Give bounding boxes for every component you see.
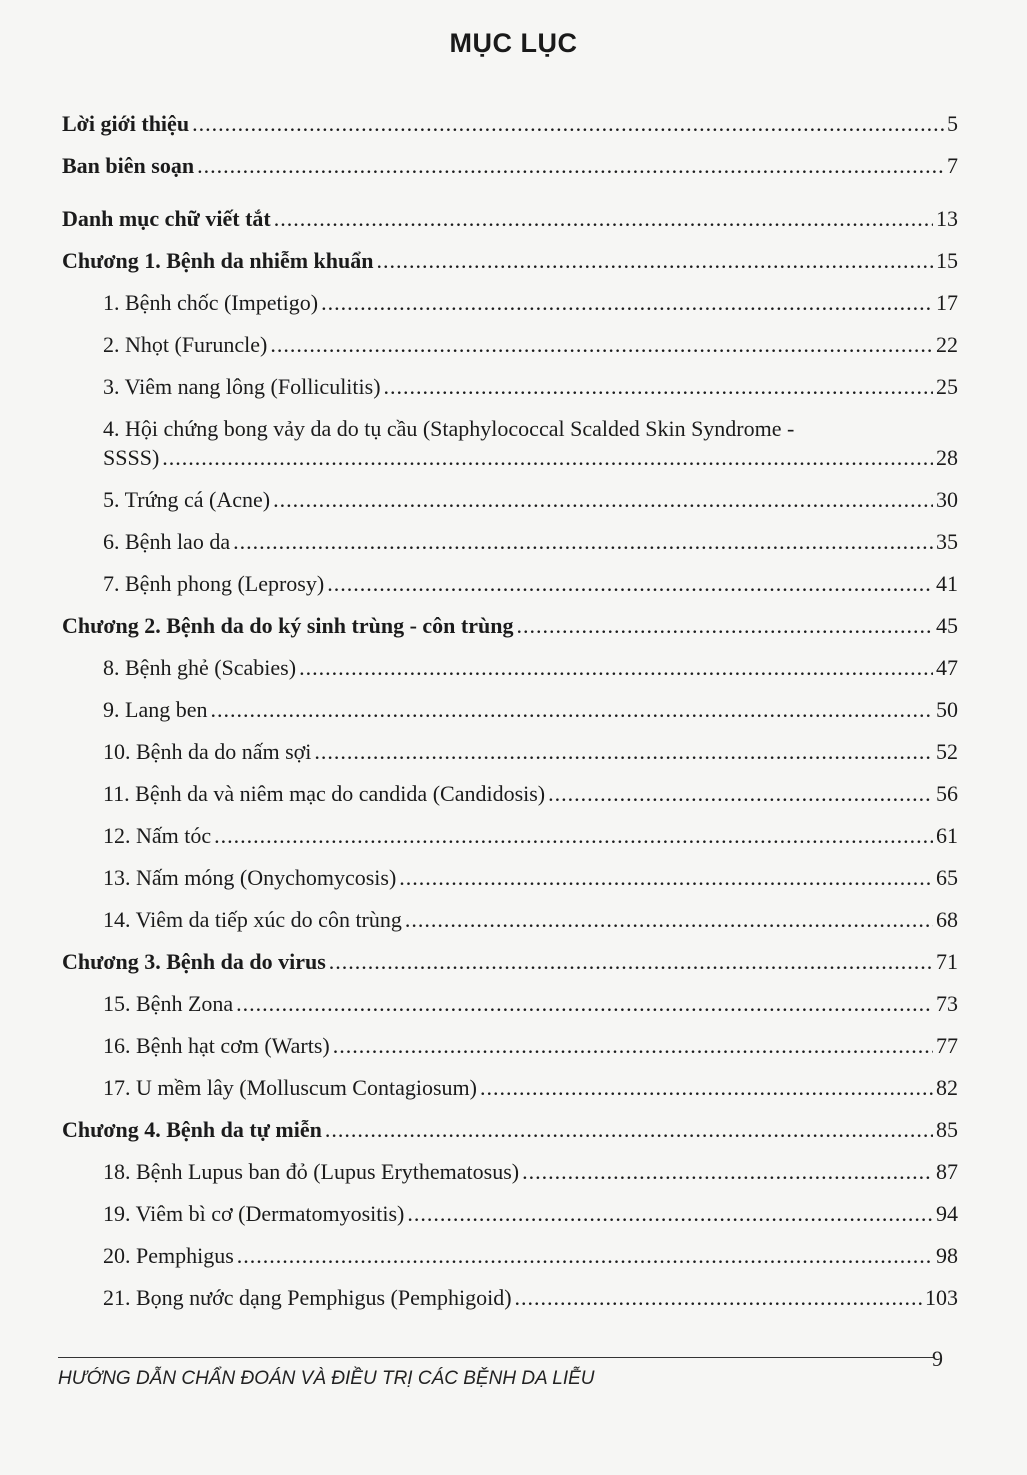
toc-entry-label: 8. Bệnh ghẻ (Scabies)	[103, 655, 297, 680]
toc-section-entry	[103, 780, 958, 808]
toc-entry-page: 73	[936, 991, 958, 1016]
toc-section-entry	[103, 570, 958, 598]
toc-entry-page: 22	[936, 332, 958, 357]
toc-section-entry	[103, 486, 958, 514]
dot-leader	[273, 486, 933, 514]
toc-entry-label: 13. Nấm móng (Onychomycosis)	[103, 865, 397, 890]
toc-section-entry	[103, 654, 958, 682]
toc-section-entry	[103, 1032, 958, 1060]
dot-leader	[377, 247, 933, 275]
toc-entry-page: 85	[936, 1117, 958, 1142]
toc-section-entry	[103, 864, 958, 892]
toc-section-entry	[103, 1074, 958, 1102]
dot-leader	[516, 612, 933, 640]
dot-leader	[321, 289, 933, 317]
dot-leader	[274, 205, 933, 233]
dot-leader	[384, 373, 933, 401]
toc-entry-label: Chương 1. Bệnh da nhiễm khuẩn	[62, 248, 374, 273]
toc-entry-label: 11. Bệnh da và niêm mạc do candida (Candidosis)	[103, 781, 546, 806]
dot-leader	[522, 1158, 933, 1186]
toc-section-entry	[103, 444, 958, 472]
toc-entry-page: 25	[936, 374, 958, 399]
dot-leader	[399, 864, 933, 892]
toc-section-entry	[103, 1284, 958, 1312]
toc-section-entry	[103, 738, 958, 766]
toc-entry-label: 5. Trứng cá (Acne)	[103, 487, 271, 512]
toc-entry-page: 17	[936, 290, 958, 315]
toc-chapter-entry	[62, 205, 958, 233]
toc-section-entry	[103, 528, 958, 556]
dot-leader	[210, 696, 933, 724]
toc-entry-page: 77	[936, 1033, 958, 1058]
dot-leader	[236, 990, 933, 1018]
toc-entry-page: 7	[947, 153, 958, 178]
toc-section-entry	[103, 331, 958, 359]
toc-entry-page: 41	[936, 571, 958, 596]
toc-entry-page: 5	[947, 111, 958, 136]
toc-section-entry	[103, 373, 958, 401]
toc-entry-page: 98	[936, 1243, 958, 1268]
toc-section-entry	[103, 696, 958, 724]
toc-entry-label: Chương 2. Bệnh da do ký sinh trùng - côn trùng	[62, 613, 514, 638]
toc-entry-page: 103	[925, 1285, 958, 1310]
toc-section-entry	[103, 1242, 958, 1270]
toc-entry-page: 68	[936, 907, 958, 932]
toc-entry-label: 16. Bệnh hạt cơm (Warts)	[103, 1033, 330, 1058]
toc-entry-label: 3. Viêm nang lông (Folliculitis)	[103, 374, 381, 399]
toc-entry-label: 7. Bệnh phong (Leprosy)	[103, 571, 325, 596]
toc-section-entry	[103, 906, 958, 934]
toc-entry-page: 94	[936, 1201, 958, 1226]
toc-entry-page: 30	[936, 487, 958, 512]
dot-leader	[299, 654, 933, 682]
toc-entry-label: 21. Bọng nước dạng Pemphigus (Pemphigoid)	[103, 1285, 512, 1310]
dot-leader	[233, 528, 933, 556]
toc-entry-page: 28	[936, 445, 958, 470]
dot-leader	[325, 1116, 933, 1144]
toc-chapter-entry	[62, 1116, 958, 1144]
toc-entry-page: 13	[936, 206, 958, 231]
footer-rule	[58, 1357, 935, 1358]
dot-leader	[314, 738, 933, 766]
toc-entry-label: 14. Viêm da tiếp xúc do côn trùng	[103, 907, 402, 932]
toc-entry-label: Chương 3. Bệnh da do virus	[62, 949, 326, 974]
dot-leader	[214, 822, 933, 850]
toc-entry-label: 6. Bệnh lao da	[103, 529, 231, 554]
dot-leader	[237, 1242, 933, 1270]
toc-entry-label: 12. Nấm tóc	[103, 823, 212, 848]
dot-leader	[270, 331, 933, 359]
dot-leader	[480, 1074, 933, 1102]
toc-section-entry	[103, 990, 958, 1018]
toc-entry-label: 15. Bệnh Zona	[103, 991, 234, 1016]
toc-entry-page: 71	[936, 949, 958, 974]
toc-entry-label: 19. Viêm bì cơ (Dermatomyositis)	[103, 1201, 405, 1226]
dot-leader	[197, 152, 944, 180]
toc-entry-first-line: 4. Hội chứng bong vảy da do tụ cầu (Staphylococcal Scalded Skin Syndrome -	[103, 416, 795, 441]
page-title: MỤC LỤC	[449, 28, 578, 58]
dot-leader	[333, 1032, 933, 1060]
toc-chapter-entry	[62, 110, 958, 138]
toc-section-entry	[103, 289, 958, 317]
toc-entry-label: 2. Nhọt (Furuncle)	[103, 332, 268, 357]
toc-entry-label: 10. Bệnh da do nấm sợi	[103, 739, 312, 764]
dot-leader	[405, 906, 933, 934]
toc-entry-page: 61	[936, 823, 958, 848]
toc-entry-label: Chương 4. Bệnh da tự miễn	[62, 1117, 322, 1142]
dot-leader	[548, 780, 933, 808]
toc-entry-label: 18. Bệnh Lupus ban đỏ (Lupus Erythematosus)	[103, 1159, 520, 1184]
toc-entry-label: 20. Pemphigus	[103, 1243, 234, 1268]
page-number: 9	[932, 1346, 943, 1371]
dot-leader	[162, 444, 933, 472]
toc-entry-page: 15	[936, 248, 958, 273]
toc-entry-label: Danh mục chữ viết tắt	[62, 206, 271, 231]
toc-chapter-entry	[62, 948, 958, 976]
toc-entry-page: 50	[936, 697, 958, 722]
toc-entry-page: 45	[936, 613, 958, 638]
toc-section-entry	[103, 1200, 958, 1228]
toc-entry-page: 82	[936, 1075, 958, 1100]
toc-entry-label: Lời giới thiệu	[62, 111, 190, 136]
toc-entry-label: 1. Bệnh chốc (Impetigo)	[103, 290, 319, 315]
toc-entry-page: 87	[936, 1159, 958, 1184]
toc-entry-page: 56	[936, 781, 958, 806]
toc-chapter-entry	[62, 152, 958, 180]
dot-leader	[329, 948, 933, 976]
running-title: HƯỚNG DẪN CHẨN ĐOÁN VÀ ĐIỀU TRỊ CÁC BỆNH DA LIỄU	[58, 1368, 595, 1389]
toc-chapter-entry	[62, 612, 958, 640]
toc-entry-page: 65	[936, 865, 958, 890]
dot-leader	[407, 1200, 933, 1228]
toc-entry-label: 9. Lang ben	[103, 697, 208, 722]
toc-entry-page: 35	[936, 529, 958, 554]
toc-entry-label: Ban biên soạn	[62, 153, 195, 178]
toc-entry-label: SSSS)	[103, 445, 160, 470]
toc-entry-label: 17. U mềm lây (Molluscum Contagiosum)	[103, 1075, 477, 1100]
dot-leader	[192, 110, 944, 138]
toc-entry-page: 52	[936, 739, 958, 764]
toc-section-entry	[103, 822, 958, 850]
toc-entry-page: 47	[936, 655, 958, 680]
toc-section-entry	[103, 1158, 958, 1186]
toc-chapter-entry	[62, 247, 958, 275]
dot-leader	[327, 570, 933, 598]
dot-leader	[515, 1284, 922, 1312]
